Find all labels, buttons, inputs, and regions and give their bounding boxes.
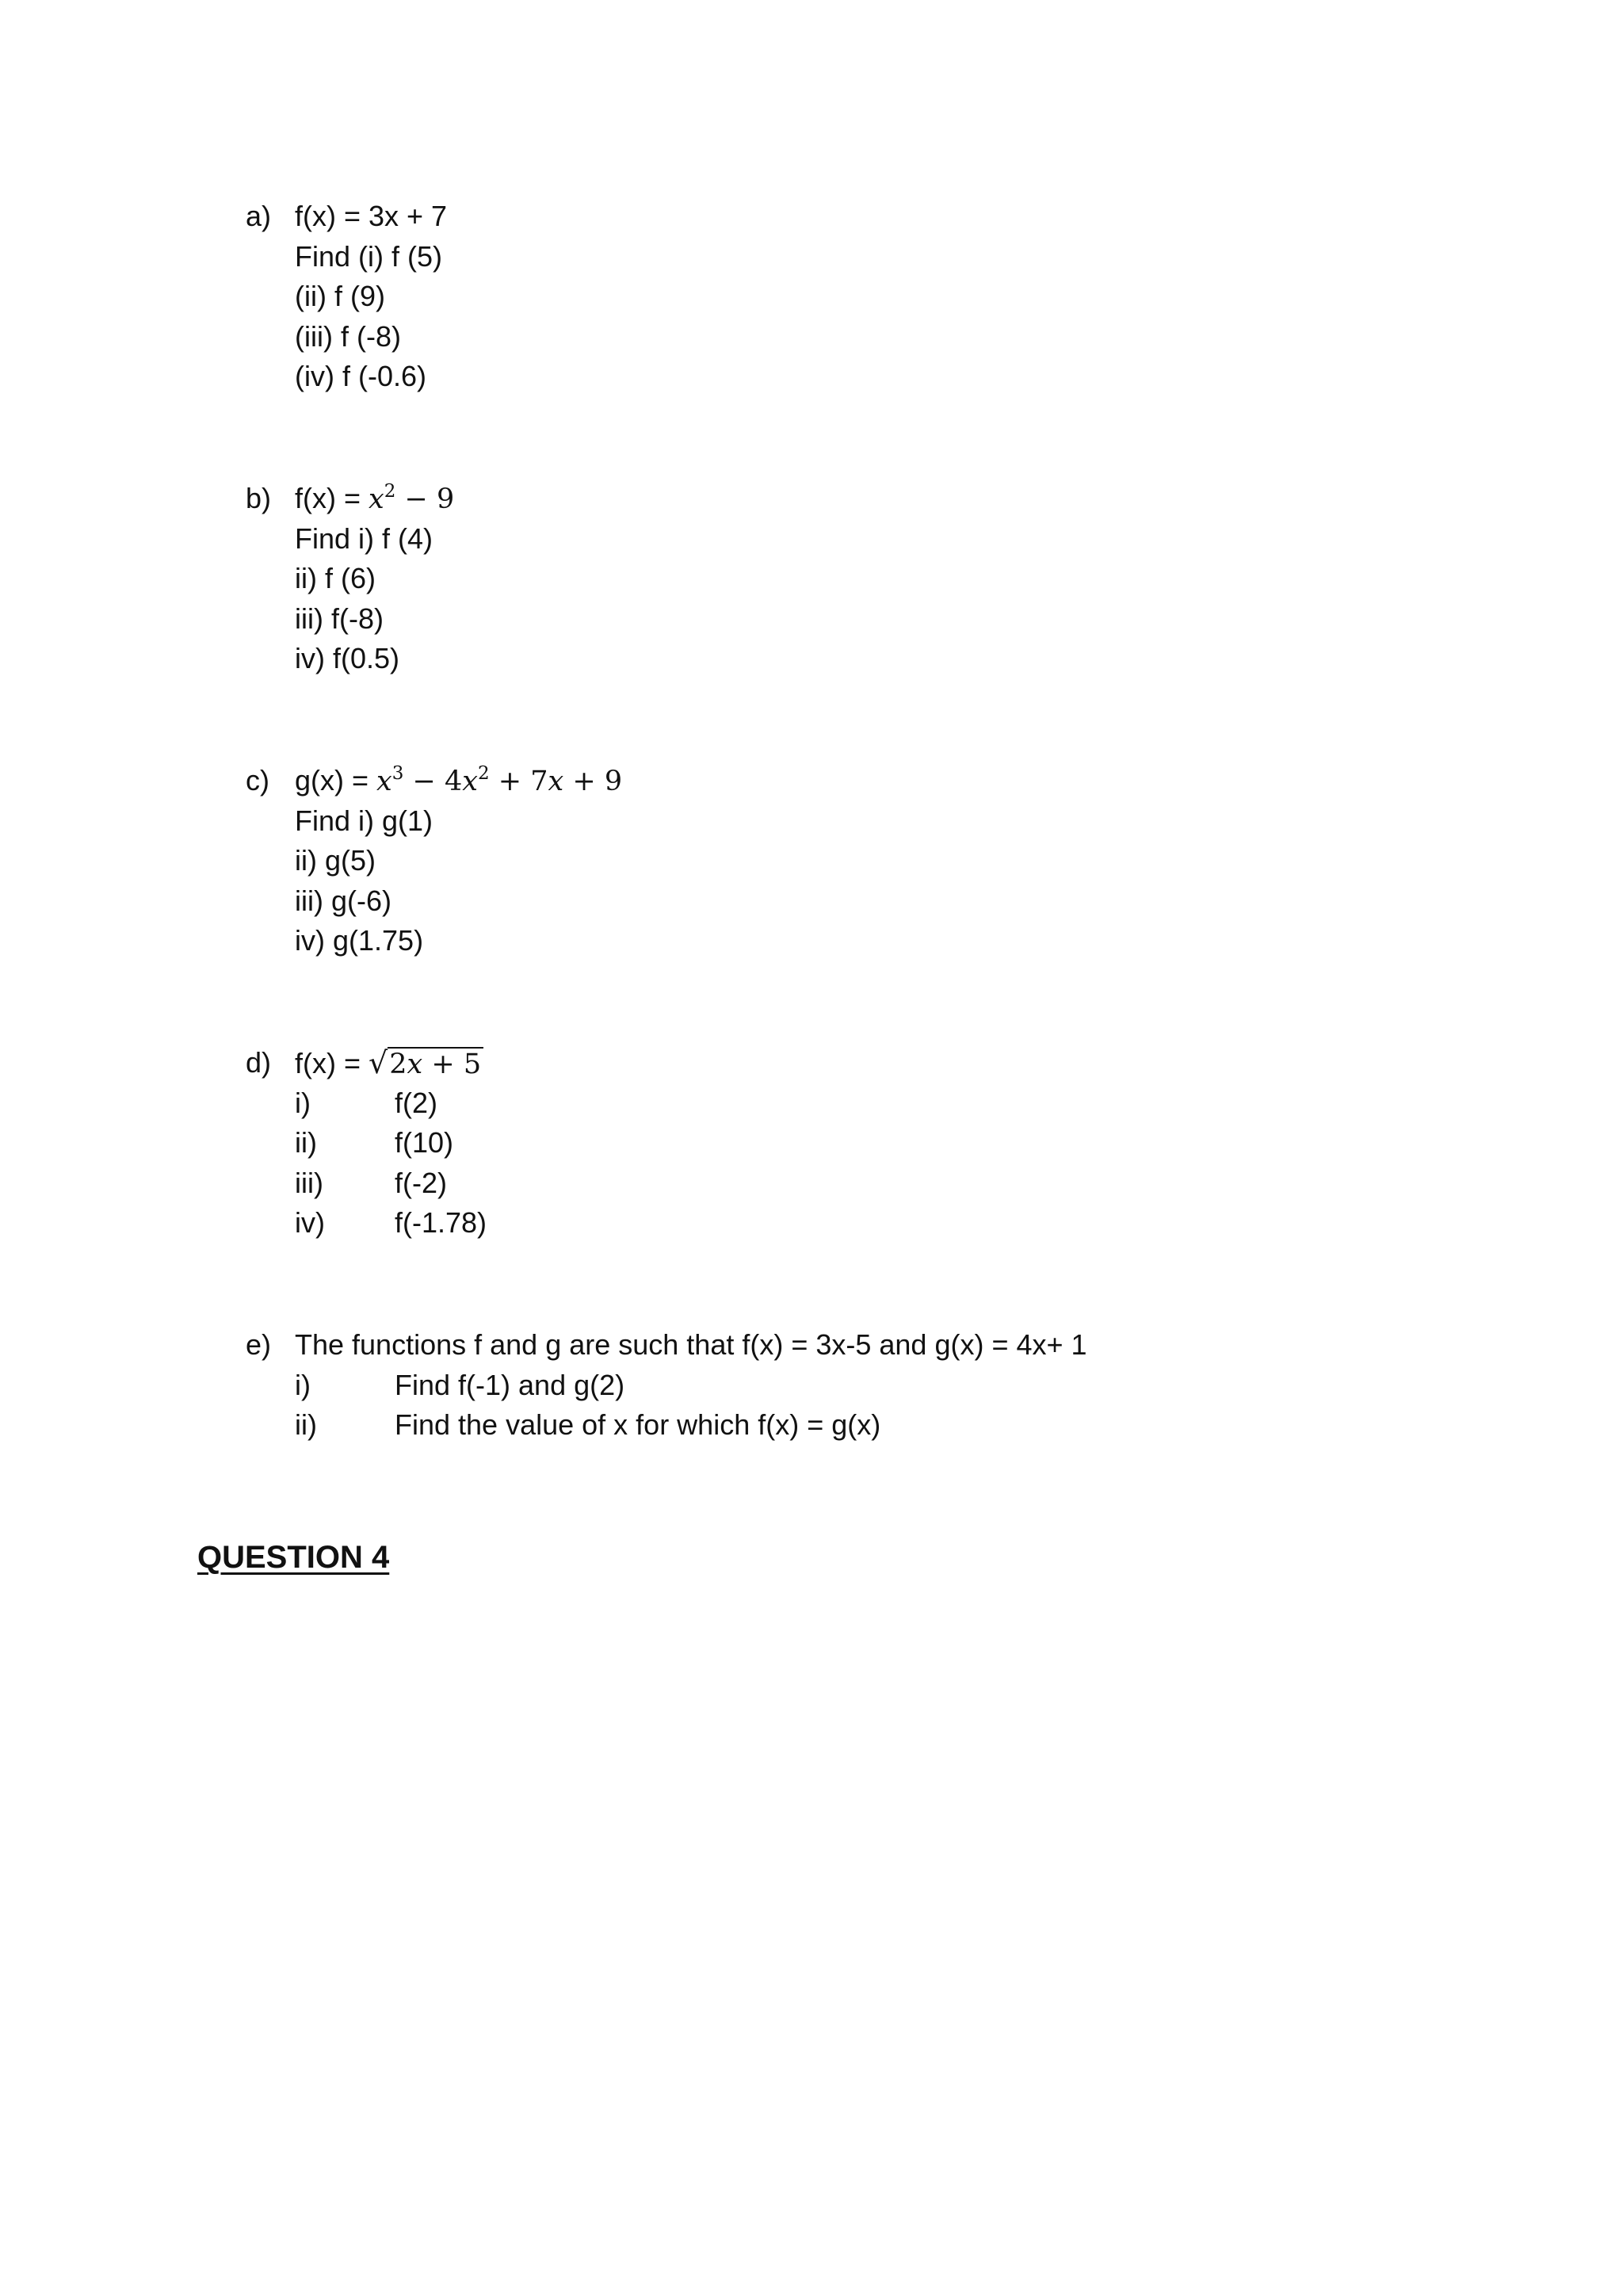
question-letter: a) (246, 200, 272, 232)
question-line: (ii) f (9) (295, 280, 385, 312)
part-text: f(-2) (395, 1166, 447, 1199)
part-text: f(10) (395, 1126, 454, 1159)
question-line: ii) f (6) (295, 562, 376, 594)
question-line: Find i) f (4) (295, 521, 433, 555)
question-line: ii) g(5) (295, 844, 376, 877)
part-label: ii) (295, 1126, 317, 1159)
function-definition (295, 479, 454, 520)
math-expression: $x^2 - 9$ (369, 481, 455, 515)
function-definition (295, 761, 622, 802)
part-text: f(2) (395, 1086, 437, 1119)
part-text: f(-1.78) (395, 1206, 487, 1239)
question-letter: e) (246, 1328, 272, 1361)
part-label: iv) (295, 1206, 325, 1239)
function-definition: f(x) = 3x + 7 (295, 200, 448, 232)
part-label: i) (295, 1086, 311, 1119)
part-label: iii) (295, 1166, 323, 1199)
function-definition (295, 1043, 483, 1085)
question-line: iii) f(-8) (295, 602, 384, 635)
question-line: Find (i) f (5) (295, 239, 443, 273)
question-letter: b) (246, 482, 272, 514)
question-letter: d) (246, 1046, 272, 1079)
section-heading: QUESTION 4 (197, 1540, 390, 1575)
part-label: i) (295, 1368, 311, 1401)
question-line: iii) g(-6) (295, 884, 391, 917)
question-line: (iv) f (-0.6) (295, 360, 426, 392)
question-line: iv) f(0.5) (295, 642, 400, 674)
part-label: ii) (295, 1408, 317, 1441)
math-expression: √2x + 5 (369, 1043, 483, 1085)
question-line: (iii) f (-8) (295, 319, 401, 353)
question-letter: c) (246, 764, 269, 797)
question-line: iv) g(1.75) (295, 924, 424, 957)
math-expression: $x^3 - 4x^2 + 7x + 9$ (376, 763, 623, 797)
function-prefix: g(x) = (295, 764, 377, 797)
part-text: Find the value of x for which f(x) = g(x) (395, 1408, 881, 1441)
square-root-symbol: √ (369, 1045, 388, 1080)
question-statement: The functions f and g are such that f(x) = 3x-5 and g(x) = 4x+ 1 (295, 1328, 1087, 1361)
part-text: Find f(-1) and g(2) (395, 1368, 625, 1401)
question-line: Find i) g(1) (295, 804, 433, 837)
function-prefix: f(x) = (295, 1047, 369, 1079)
function-prefix: f(x) = (295, 482, 369, 514)
